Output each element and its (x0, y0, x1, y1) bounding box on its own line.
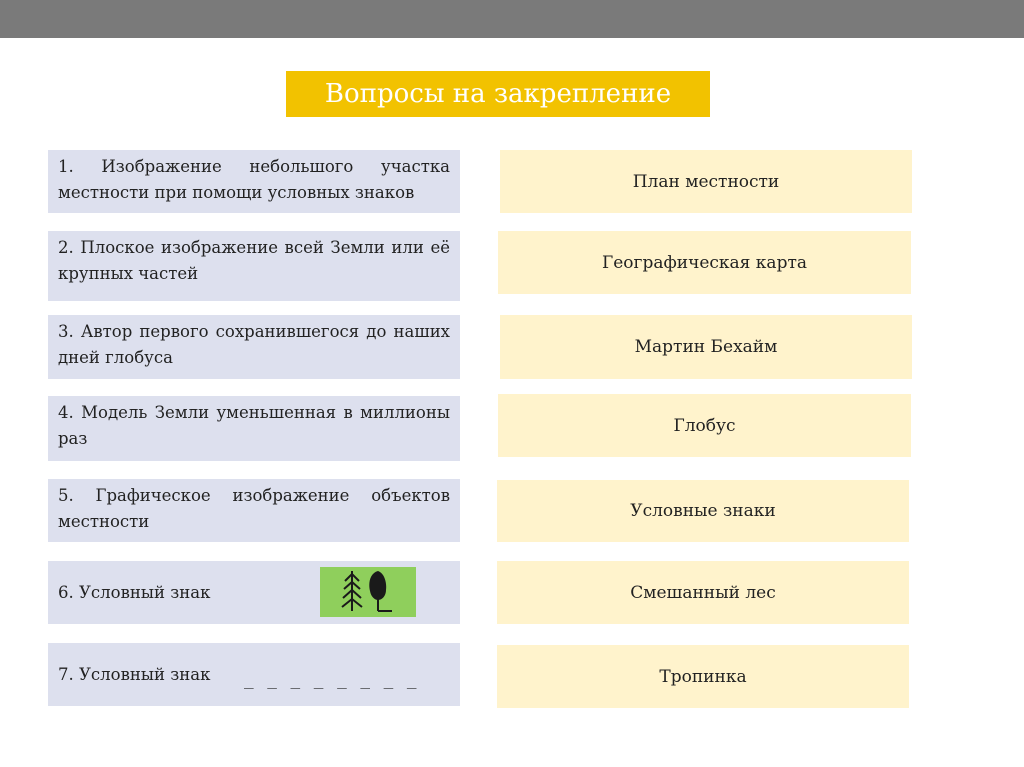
question-6-label: 6. Условный знак (58, 582, 211, 602)
answer-4[interactable]: Глобус (498, 394, 911, 457)
path-dashes: _ _ _ _ _ _ _ _ (244, 670, 419, 689)
answer-6[interactable]: Смешанный лес (497, 561, 909, 624)
question-5[interactable]: 5. Графическое изображение объектов местности (48, 479, 460, 542)
question-4[interactable]: 4. Модель Земли уменьшенная в миллионы раз (48, 396, 460, 461)
top-bar (0, 0, 1024, 38)
question-1[interactable]: 1. Изображение небольшого участка местности при помощи условных знаков (48, 150, 460, 213)
question-2[interactable]: 2. Плоское изображение всей Земли или её крупных частей (48, 231, 460, 301)
answer-3[interactable]: Мартин Бехайм (500, 315, 912, 379)
answer-7[interactable]: Тропинка (497, 645, 909, 708)
answer-1[interactable]: План местности (500, 150, 912, 213)
question-7-label: 7. Условный знак (58, 664, 211, 684)
slide-title: Вопросы на закрепление (286, 71, 710, 117)
question-3[interactable]: 3. Автор первого сохранившегося до наших дней глобуса (48, 315, 460, 379)
answer-5[interactable]: Условные знаки (497, 480, 909, 542)
mixed-forest-icon (320, 567, 416, 617)
answer-2[interactable]: Географическая карта (498, 231, 911, 294)
